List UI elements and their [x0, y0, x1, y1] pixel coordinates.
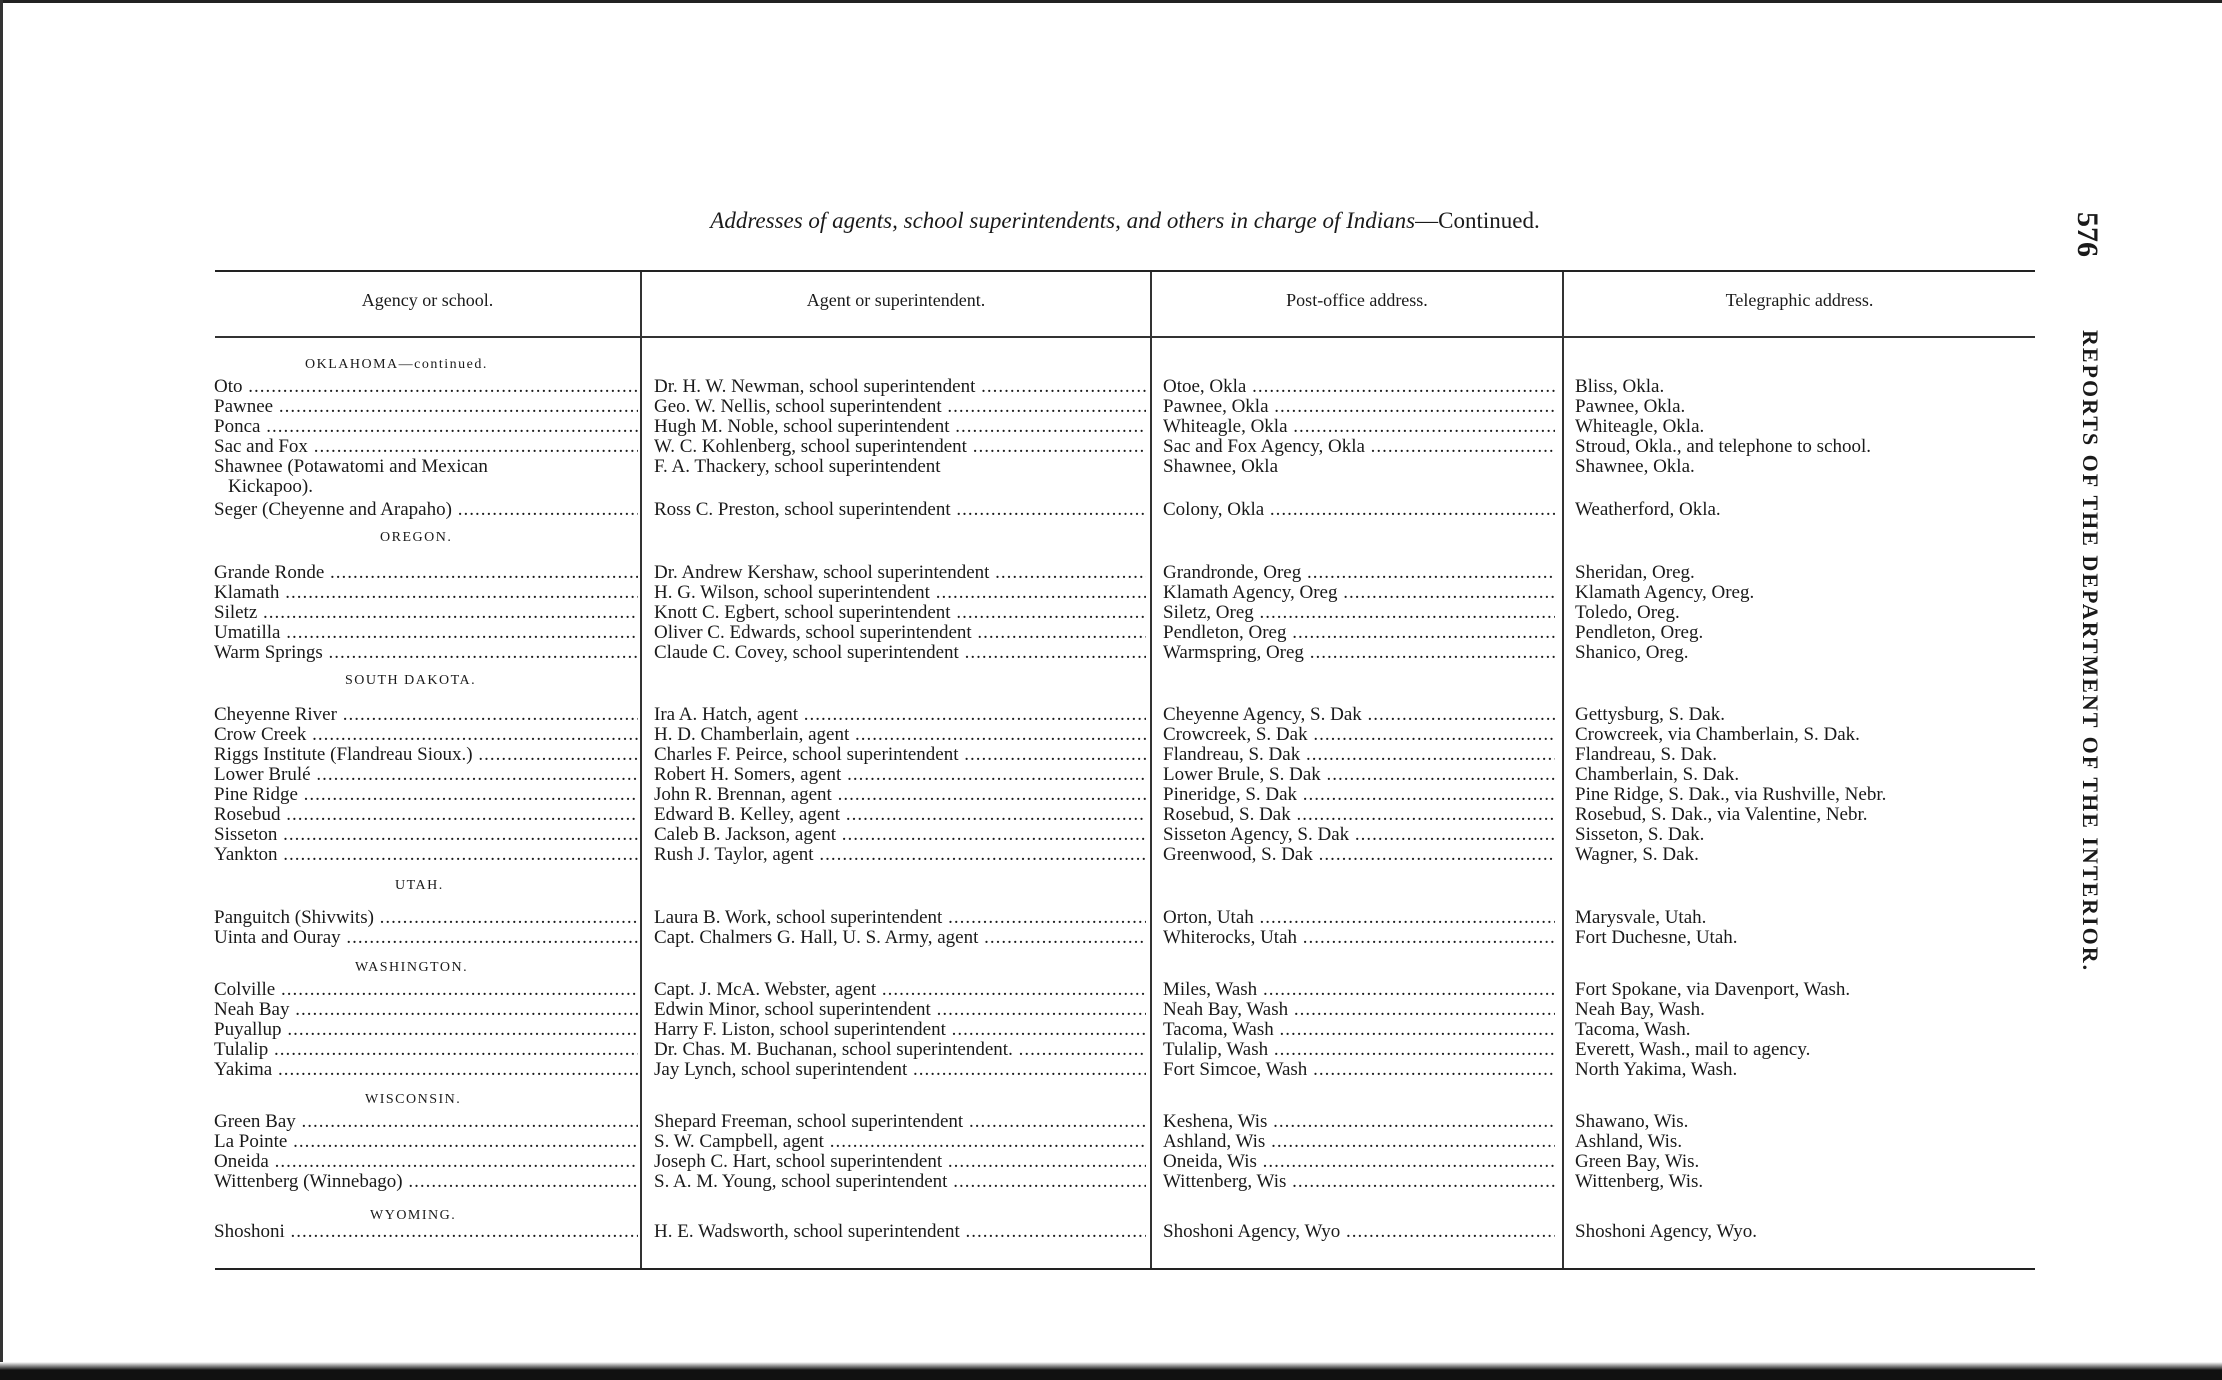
- table-cell-c1: Uinta and Ouray .....: [214, 928, 638, 948]
- table-cell-c4: Stroud, Okla., and telephone to school.: [1575, 437, 1872, 457]
- table-cell-c2: W. C. Kohlenberg, school superintendent .....: [654, 437, 1146, 457]
- caption-continued: —Continued.: [1415, 208, 1540, 233]
- header-rule: [1152, 336, 1562, 338]
- table-cell-c3: Flandreau, S. Dak .....: [1163, 745, 1555, 765]
- table-cell-c4: Shanico, Oreg.: [1575, 643, 1689, 663]
- table-row: [0, 643, 2222, 663]
- table-row: [0, 785, 2222, 805]
- table-cell-c3: Rosebud, S. Dak .....: [1163, 805, 1555, 825]
- table-cell-c4: Fort Duchesne, Utah.: [1575, 928, 1738, 948]
- table-cell-c4: Weatherford, Okla.: [1575, 500, 1721, 520]
- table-cell-c3: Tacoma, Wash .....: [1163, 1020, 1555, 1040]
- table-cell-c2: Robert H. Somers, agent .....: [654, 765, 1146, 785]
- table-cell-c1: Ponca .....: [214, 417, 638, 437]
- table-cell-c2: Joseph C. Hart, school superintendent .....: [654, 1152, 1146, 1172]
- table-cell-c3: Neah Bay, Wash .....: [1163, 1000, 1555, 1020]
- table-bottom-rule: [215, 1268, 2035, 1270]
- table-cell-c1: Neah Bay .....: [214, 1000, 638, 1020]
- table-row: [0, 705, 2222, 725]
- table-cell-c3: Siletz, Oreg .....: [1163, 603, 1555, 623]
- table-cell-c4: Gettysburg, S. Dak.: [1575, 705, 1726, 725]
- table-cell-c2: Claude C. Covey, school superintendent .....: [654, 643, 1146, 663]
- table-cell-c3: Pendleton, Oreg .....: [1163, 623, 1555, 643]
- section-heading: WYOMING.: [370, 1208, 457, 1223]
- running-title: REPORTS OF THE DEPARTMENT OF THE INTERIOR.: [2078, 330, 2103, 973]
- table-cell-c4: Toledo, Oreg.: [1575, 603, 1680, 623]
- table-cell-c3: Pineridge, S. Dak .....: [1163, 785, 1555, 805]
- table-cell-c1: Warm Springs .....: [214, 643, 638, 663]
- table-cell-c2: Laura B. Work, school superintendent .....: [654, 908, 1146, 928]
- table-cell-c4: Green Bay, Wis.: [1575, 1152, 1700, 1172]
- table-cell-c1: Klamath .....: [214, 583, 638, 603]
- section-heading: UTAH.: [395, 878, 444, 893]
- table-cell-c1: La Pointe .....: [214, 1132, 638, 1152]
- header-rule: [1564, 336, 2035, 338]
- column-header-agent: Agent or superintendent.: [806, 290, 986, 310]
- table-cell-c3: Miles, Wash .....: [1163, 980, 1555, 1000]
- table-cell-c1: Umatilla .....: [214, 623, 638, 643]
- table-cell-c1: Rosebud .....: [214, 805, 638, 825]
- table-cell-c4: Klamath Agency, Oreg.: [1575, 583, 1755, 603]
- section-heading: WASHINGTON.: [355, 960, 469, 975]
- table-row: [0, 397, 2222, 417]
- table-cell-c2: H. G. Wilson, school superintendent .....: [654, 583, 1146, 603]
- table-row: [0, 500, 2222, 520]
- table-cell-c2: Edward B. Kelley, agent .....: [654, 805, 1146, 825]
- table-cell-c2: Dr. Chas. M. Buchanan, school superintendent. .....: [654, 1040, 1146, 1060]
- table-cell-c3: Greenwood, S. Dak .....: [1163, 845, 1555, 865]
- table-cell-c2: Dr. H. W. Newman, school superintendent .....: [654, 377, 1146, 397]
- table-cell-c1: Puyallup .....: [214, 1020, 638, 1040]
- column-header-post-office: Post-office address.: [1286, 290, 1428, 310]
- column-header-telegraphic: Telegraphic address.: [1725, 290, 1874, 310]
- table-row: [0, 725, 2222, 745]
- scan-bottom-edge: [0, 1362, 2222, 1380]
- table-cell-c1: Shawnee (Potawatomi and Mexican: [214, 457, 488, 477]
- caption-italic: Addresses of agents, school superintendents, and others in charge of Indians: [710, 208, 1416, 233]
- table-cell-c1: Shoshoni .....: [214, 1222, 638, 1242]
- table-cell-c3: Keshena, Wis .....: [1163, 1112, 1555, 1132]
- table-cell-c3: Shawnee, Okla: [1163, 457, 1279, 477]
- table-cell-c3: Klamath Agency, Oreg .....: [1163, 583, 1555, 603]
- table-row: [0, 623, 2222, 643]
- table-row: [0, 928, 2222, 948]
- table-cell-c2: Ross C. Preston, school superintendent .....: [654, 500, 1146, 520]
- table-cell-c1: Panguitch (Shivwits) .....: [214, 908, 638, 928]
- table-cell-c2: S. A. M. Young, school superintendent .....: [654, 1172, 1146, 1192]
- table-cell-c4: Crowcreek, via Chamberlain, S. Dak.: [1575, 725, 1860, 745]
- table-row: [0, 457, 2222, 477]
- table-cell-c3: Crowcreek, S. Dak .....: [1163, 725, 1555, 745]
- table-cell-c3: Wittenberg, Wis .....: [1163, 1172, 1555, 1192]
- table-cell-c3: Warmspring, Oreg .....: [1163, 643, 1555, 663]
- table-cell-c4: Whiteagle, Okla.: [1575, 417, 1705, 437]
- table-row: [0, 908, 2222, 928]
- table-cell-c3: Shoshoni Agency, Wyo .....: [1163, 1222, 1555, 1242]
- table-cell-c2: Capt. J. McA. Webster, agent .....: [654, 980, 1146, 1000]
- table-cell-c1: Oneida .....: [214, 1152, 638, 1172]
- table-cell-c3: Whiteagle, Okla .....: [1163, 417, 1555, 437]
- table-row: [0, 745, 2222, 765]
- table-cell-c1: Green Bay .....: [214, 1112, 638, 1132]
- section-heading: OREGON.: [380, 530, 453, 545]
- table-cell-c2: Oliver C. Edwards, school superintendent .....: [654, 623, 1146, 643]
- table-cell-c4: Pine Ridge, S. Dak., via Rushville, Nebr.: [1575, 785, 1887, 805]
- table-cell-c3: Cheyenne Agency, S. Dak .....: [1163, 705, 1555, 725]
- table-cell-c3: Ashland, Wis .....: [1163, 1132, 1555, 1152]
- table-cell-c4: Rosebud, S. Dak., via Valentine, Nebr.: [1575, 805, 1868, 825]
- table-row: [0, 825, 2222, 845]
- section-heading: WISCONSIN.: [365, 1092, 462, 1107]
- section-heading: OKLAHOMA—continued.: [305, 357, 488, 372]
- table-cell-c2: Rush J. Taylor, agent .....: [654, 845, 1146, 865]
- table-cell-c3: Lower Brule, S. Dak .....: [1163, 765, 1555, 785]
- table-row: [0, 583, 2222, 603]
- table-cell-c1: Sisseton .....: [214, 825, 638, 845]
- table-cell-c2: Harry F. Liston, school superintendent .....: [654, 1020, 1146, 1040]
- table-cell-c1: Yankton .....: [214, 845, 638, 865]
- table-cell-c1: Colville .....: [214, 980, 638, 1000]
- table-cell-c3: Fort Simcoe, Wash .....: [1163, 1060, 1555, 1080]
- table-cell-c2: S. W. Campbell, agent .....: [654, 1132, 1146, 1152]
- table-cell-c1: Tulalip .....: [214, 1040, 638, 1060]
- table-row: [0, 845, 2222, 865]
- table-cell-c2: F. A. Thackery, school superintendent: [654, 457, 941, 477]
- table-cell-c2: Ira A. Hatch, agent .....: [654, 705, 1146, 725]
- table-row: [0, 417, 2222, 437]
- table-cell-c2: Jay Lynch, school superintendent .....: [654, 1060, 1146, 1080]
- table-row: [0, 1040, 2222, 1060]
- page-number: 576: [2071, 212, 2104, 257]
- table-cell-c2: Dr. Andrew Kershaw, school superintendent .....: [654, 563, 1146, 583]
- table-cell-c1: Kickapoo).: [228, 477, 313, 497]
- section-heading: SOUTH DAKOTA.: [345, 673, 477, 688]
- table-cell-c1: Oto .....: [214, 377, 638, 397]
- table-cell-c2: H. D. Chamberlain, agent .....: [654, 725, 1146, 745]
- header-rule: [215, 336, 640, 338]
- table-row: [0, 1020, 2222, 1040]
- table-cell-c4: Sheridan, Oreg.: [1575, 563, 1695, 583]
- table-cell-c2: Capt. Chalmers G. Hall, U. S. Army, agent .....: [654, 928, 1146, 948]
- table-row: [0, 980, 2222, 1000]
- table-cell-c1: Wittenberg (Winnebago) .....: [214, 1172, 638, 1192]
- table-row: [0, 1152, 2222, 1172]
- table-cell-c4: Bliss, Okla.: [1575, 377, 1665, 397]
- table-cell-c3: Otoe, Okla .....: [1163, 377, 1555, 397]
- table-cell-c4: Pawnee, Okla.: [1575, 397, 1686, 417]
- table-row: [0, 477, 2222, 497]
- table-cell-c1: Crow Creek .....: [214, 725, 638, 745]
- table-cell-c1: Pine Ridge .....: [214, 785, 638, 805]
- table-cell-c1: Riggs Institute (Flandreau Sioux.) .....: [214, 745, 638, 765]
- table-cell-c4: Shawnee, Okla.: [1575, 457, 1695, 477]
- table-cell-c2: H. E. Wadsworth, school superintendent .....: [654, 1222, 1146, 1242]
- table-cell-c3: Grandronde, Oreg .....: [1163, 563, 1555, 583]
- table-row: [0, 377, 2222, 397]
- table-cell-c2: Hugh M. Noble, school superintendent .....: [654, 417, 1146, 437]
- table-cell-c1: Yakima .....: [214, 1060, 638, 1080]
- table-cell-c4: Neah Bay, Wash.: [1575, 1000, 1705, 1020]
- table-row: [0, 1000, 2222, 1020]
- table-row: [0, 765, 2222, 785]
- table-cell-c4: Marysvale, Utah.: [1575, 908, 1707, 928]
- table-cell-c4: Wittenberg, Wis.: [1575, 1172, 1704, 1192]
- table-cell-c1: Sac and Fox .....: [214, 437, 638, 457]
- table-row: [0, 563, 2222, 583]
- table-cell-c2: Shepard Freeman, school superintendent .....: [654, 1112, 1146, 1132]
- table-cell-c2: Caleb B. Jackson, agent .....: [654, 825, 1146, 845]
- table-cell-c3: Oneida, Wis .....: [1163, 1152, 1555, 1172]
- table-cell-c2: Knott C. Egbert, school superintendent .....: [654, 603, 1146, 623]
- table-row: [0, 1112, 2222, 1132]
- table-cell-c4: Ashland, Wis.: [1575, 1132, 1683, 1152]
- table-cell-c1: Siletz .....: [214, 603, 638, 623]
- table-cell-c4: Pendleton, Oreg.: [1575, 623, 1704, 643]
- table-cell-c1: Grande Ronde .....: [214, 563, 638, 583]
- table-cell-c4: Shoshoni Agency, Wyo.: [1575, 1222, 1757, 1242]
- table-caption: [215, 208, 2035, 234]
- header-rule: [642, 336, 1150, 338]
- table-row: [0, 437, 2222, 457]
- table-top-rule: [215, 270, 2035, 272]
- table-row: [0, 1222, 2222, 1242]
- table-cell-c3: Tulalip, Wash .....: [1163, 1040, 1555, 1060]
- table-cell-c2: Edwin Minor, school superintendent .....: [654, 1000, 1146, 1020]
- table-cell-c1: Seger (Cheyenne and Arapaho) .....: [214, 500, 638, 520]
- table-cell-c1: Cheyenne River .....: [214, 705, 638, 725]
- table-cell-c4: Fort Spokane, via Davenport, Wash.: [1575, 980, 1851, 1000]
- table-cell-c4: Flandreau, S. Dak.: [1575, 745, 1717, 765]
- table-cell-c2: Charles F. Peirce, school superintendent .....: [654, 745, 1146, 765]
- table-cell-c4: Tacoma, Wash.: [1575, 1020, 1691, 1040]
- table-cell-c3: Whiterocks, Utah .....: [1163, 928, 1555, 948]
- table-cell-c1: Pawnee .....: [214, 397, 638, 417]
- table-cell-c3: Sisseton Agency, S. Dak .....: [1163, 825, 1555, 845]
- column-header-agency: Agency or school.: [361, 290, 494, 310]
- table-cell-c4: Everett, Wash., mail to agency.: [1575, 1040, 1811, 1060]
- table-cell-c4: Shawano, Wis.: [1575, 1112, 1689, 1132]
- scan-top-edge: [0, 0, 2222, 3]
- table-cell-c3: Pawnee, Okla .....: [1163, 397, 1555, 417]
- table-cell-c2: Geo. W. Nellis, school superintendent .....: [654, 397, 1146, 417]
- table-row: [0, 603, 2222, 623]
- table-row: [0, 805, 2222, 825]
- table-cell-c4: Chamberlain, S. Dak.: [1575, 765, 1740, 785]
- table-cell-c4: North Yakima, Wash.: [1575, 1060, 1738, 1080]
- table-cell-c3: Orton, Utah .....: [1163, 908, 1555, 928]
- table-cell-c3: Colony, Okla .....: [1163, 500, 1555, 520]
- table-row: [0, 1172, 2222, 1192]
- table-cell-c4: Sisseton, S. Dak.: [1575, 825, 1705, 845]
- table-row: [0, 1060, 2222, 1080]
- table-cell-c1: Lower Brulé .....: [214, 765, 638, 785]
- table-cell-c4: Wagner, S. Dak.: [1575, 845, 1699, 865]
- table-cell-c2: John R. Brennan, agent .....: [654, 785, 1146, 805]
- table-row: [0, 1132, 2222, 1152]
- table-cell-c3: Sac and Fox Agency, Okla .....: [1163, 437, 1555, 457]
